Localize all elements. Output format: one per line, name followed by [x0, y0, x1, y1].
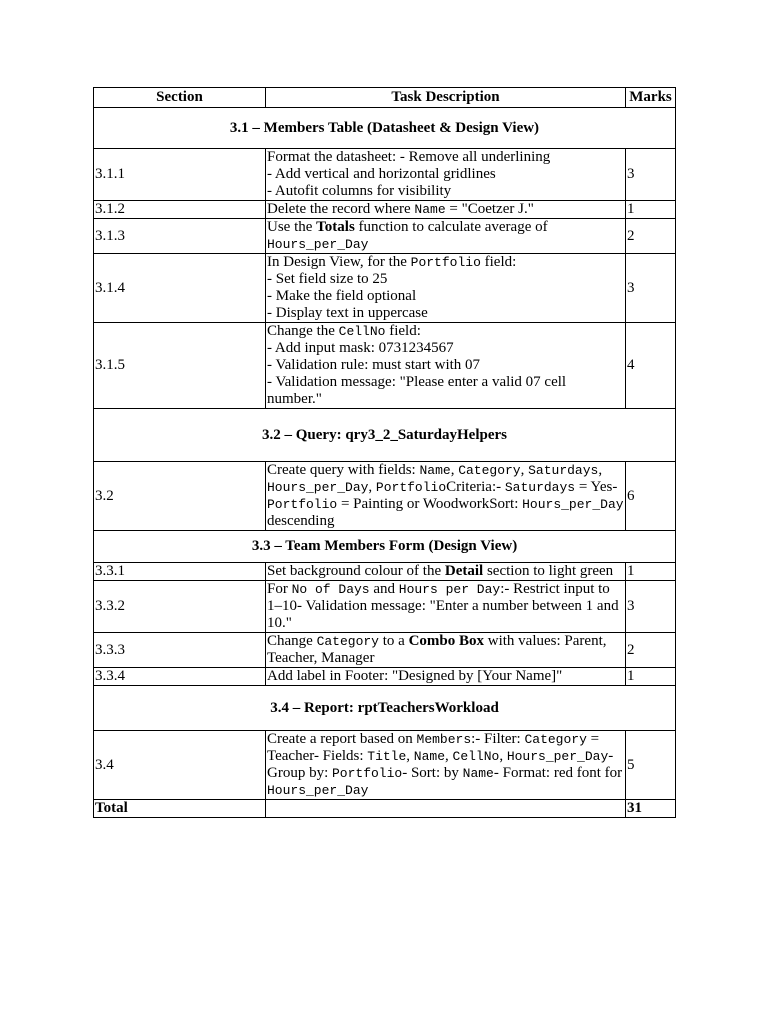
task-line: - Set field size to 25 — [267, 271, 388, 287]
row-id: 3.1.4 — [94, 254, 266, 323]
row-id: 3.1.3 — [94, 219, 266, 254]
table-row — [94, 563, 676, 581]
row-id: 3.3.1 — [94, 563, 266, 581]
task-description: Use the Totals function to calculate average of Hours_per_Day — [266, 219, 626, 254]
header-task: Task Description — [266, 88, 626, 108]
row-id: 3.1.5 — [94, 323, 266, 409]
table-row — [94, 731, 676, 800]
section-heading-3-4: 3.4 – Report: rptTeachersWorkload — [94, 686, 676, 731]
row-id: 3.1.2 — [94, 201, 266, 219]
table-row — [94, 201, 676, 219]
header-section: Section — [94, 88, 266, 108]
task-line: - Validation message: "Please enter a valid 07 cell number." — [267, 374, 567, 407]
marking-grid-table — [93, 87, 676, 818]
table-row — [94, 633, 676, 668]
task-description: For No of Days and Hours per Day:- Restrict input to 1–10- Validation message: "Enter a number between 1 and 10." — [266, 581, 626, 633]
task-line: Format the datasheet: - Remove all underlining — [267, 149, 551, 165]
row-id: 3.1.1 — [94, 149, 266, 201]
task-description: Change the CellNo field: - Add input mask: 0731234567 - Validation rule: must start with 07 - Validation message: "Please enter a valid 07 cell number." — [266, 323, 626, 409]
task-line: - Autofit columns for visibility — [267, 183, 452, 199]
task-description — [266, 149, 626, 201]
task-line: - Add vertical and horizontal gridlines — [267, 166, 496, 182]
row-marks: 2 — [626, 633, 676, 668]
section-heading-row — [94, 409, 676, 462]
row-marks: 2 — [626, 219, 676, 254]
section-heading-row — [94, 531, 676, 563]
task-line: - Validation rule: must start with 07 — [267, 357, 481, 373]
row-marks: 3 — [626, 149, 676, 201]
row-marks: 1 — [626, 563, 676, 581]
row-marks: 1 — [626, 668, 676, 686]
section-heading-3-3: 3.3 – Team Members Form (Design View) — [94, 531, 676, 563]
task-description: Set background colour of the Detail section to light green — [266, 563, 626, 581]
table-row — [94, 323, 676, 409]
section-heading-row — [94, 686, 676, 731]
total-label: Total — [94, 800, 266, 818]
row-id: 3.3.2 — [94, 581, 266, 633]
total-row — [94, 800, 676, 818]
row-marks: 4 — [626, 323, 676, 409]
header-row — [94, 88, 676, 108]
row-id: 3.3.3 — [94, 633, 266, 668]
section-heading-row — [94, 108, 676, 149]
table-row — [94, 149, 676, 201]
task-description: Change Category to a Combo Box with values: Parent, Teacher, Manager — [266, 633, 626, 668]
task-line: - Make the field optional — [267, 288, 417, 304]
table-row — [94, 668, 676, 686]
row-marks: 6 — [626, 462, 676, 531]
task-description: Delete the record where Name = "Coetzer J." — [266, 201, 626, 219]
table-row — [94, 219, 676, 254]
table-row — [94, 581, 676, 633]
row-marks: 3 — [626, 581, 676, 633]
row-id: 3.2 — [94, 462, 266, 531]
task-line: - Add input mask: 0731234567 — [267, 340, 454, 356]
total-empty-cell — [266, 800, 626, 818]
row-marks: 5 — [626, 731, 676, 800]
table-row — [94, 462, 676, 531]
task-description: Add label in Footer: "Designed by [Your Name]" — [266, 668, 626, 686]
row-marks: 1 — [626, 201, 676, 219]
section-heading-3-2: 3.2 – Query: qry3_2_SaturdayHelpers — [94, 409, 676, 462]
task-line: - Display text in uppercase — [267, 305, 428, 321]
task-description: Create query with fields: Name, Category, Saturdays, Hours_per_Day, PortfolioCriteria:- Saturdays = Yes- Portfolio = Painting or WoodworkSort: Hours_per_Day descending — [267, 462, 624, 529]
row-marks: 3 — [626, 254, 676, 323]
task-description: In Design View, for the Portfolio field: - Set field size to 25 - Make the field optional - Display text in uppercase — [266, 254, 626, 323]
row-id: 3.4 — [94, 731, 266, 800]
header-marks: Marks — [626, 88, 676, 108]
row-id: 3.3.4 — [94, 668, 266, 686]
table-row — [94, 254, 676, 323]
total-marks: 31 — [626, 800, 676, 818]
task-description: Create a report based on Members:- Filter: Category = Teacher- Fields: Title, Name, CellNo, Hours_per_Day- Group by: Portfolio- Sort: by Name- Format: red font for Hours_per_Day — [266, 731, 626, 800]
section-heading-3-1: 3.1 – Members Table (Datasheet & Design View) — [94, 108, 676, 149]
